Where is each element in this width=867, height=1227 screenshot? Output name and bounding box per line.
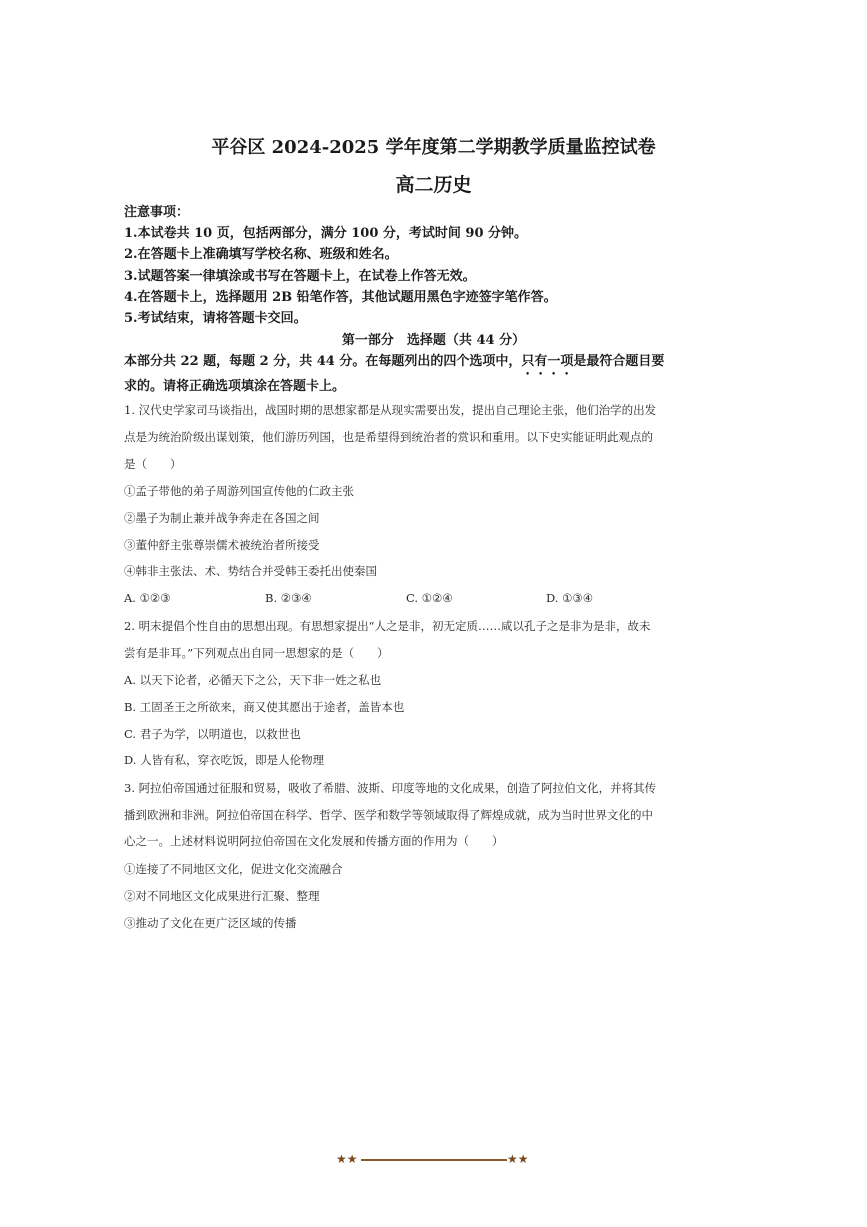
q3-stem: 播到欧洲和非洲。阿拉伯帝国在科学、哲学、医学和数学等领域取得了辉煌成就，成为当时世界文化的中 xyxy=(124,808,653,822)
part-intro-cont: 求的。请将正确选项填涂在答题卡上。 xyxy=(124,379,346,394)
q3-statement: ①连接了不同地区文化，促进文化交流融合 xyxy=(124,862,343,876)
footer-divider xyxy=(361,1159,507,1161)
notice-heading: 注意事项： xyxy=(124,205,190,220)
q1-statement: ②墨子为制止兼并战争奔走在各国之间 xyxy=(124,511,320,525)
q2-option-a: A. 以天下论者，必循天下之公，天下非一姓之私也 xyxy=(124,673,382,687)
q1-option-d: D. ①③④ xyxy=(546,591,594,605)
subject-title: 高二历史 xyxy=(395,174,472,196)
star-icon: ★★ xyxy=(336,1152,358,1166)
q1-stem: 点是为统治阶级出谋划策，他们游历列国，也是希望得到统治者的赏识和重用。以下史实能证明此观点的 xyxy=(124,430,653,444)
q1-stem: 是（ ） xyxy=(124,457,182,471)
q1-option-b: B. ②③④ xyxy=(265,591,312,605)
q3-statement: ②对不同地区文化成果进行汇聚、整理 xyxy=(124,889,320,903)
q3-stem: 心之一。上述材料说明阿拉伯帝国在文化发展和传播方面的作用为（ ） xyxy=(124,834,504,848)
q2-option-c: C. 君子为学，以明道也，以救世也 xyxy=(124,727,301,741)
notice-item: 5.考试结束，请将答题卡交回。 xyxy=(124,311,307,326)
q3-statement: ③推动了文化在更广泛区域的传播 xyxy=(124,916,297,930)
q2-stem: 2. 明末提倡个性自由的思想出现。有思想家提出“人之是非，初无定质……咸以孔子之是非为是非，故未 xyxy=(124,619,651,633)
notice-item: 1.本试卷共 10 页，包括两部分，满分 100 分，考试时间 90 分钟。 xyxy=(124,226,528,241)
q1-statement: ①孟子带他的弟子周游列国宣传他的仁政主张 xyxy=(124,484,354,498)
q2-option-b: B. 工固圣王之所欲来，商又使其愿出于途者，盖皆本也 xyxy=(124,700,405,714)
exam-title: 平谷区 2024-2025 学年度第二学期教学质量监控试卷 xyxy=(211,137,656,158)
q2-stem: 尝有是非耳。”下列观点出自同一思想家的是（ ） xyxy=(124,646,389,660)
page-footer-ornament xyxy=(0,1152,867,1168)
q1-statement: ④韩非主张法、术、势结合并受韩王委托出使秦国 xyxy=(124,564,377,578)
part-intro-a: 本部分共 22 题，每题 2 分，共 44 分。在每题列出的四个选项中， xyxy=(124,354,522,369)
q1-option-a: A. ①②③ xyxy=(124,591,171,605)
notice-item: 2.在答题卡上准确填写学校名称、班级和姓名。 xyxy=(124,247,398,262)
part-intro-emphasis: 只有一项 xyxy=(521,354,574,369)
part-intro xyxy=(124,350,664,378)
q1-statement: ③董仲舒主张尊崇儒术被统治者所接受 xyxy=(124,538,320,552)
part-title: 第一部分 选择题（共 44 分） xyxy=(341,333,526,348)
part-intro-b: 是最符合题目要 xyxy=(573,354,665,369)
notice-item: 3.试题答案一律填涂或书写在答题卡上，在试卷上作答无效。 xyxy=(124,269,476,284)
star-icon: ★★ xyxy=(507,1152,529,1166)
q2-option-d: D. 人皆有私，穿衣吃饭，即是人伦物理 xyxy=(124,753,325,767)
q1-stem: 1. 汉代史学家司马谈指出，战国时期的思想家都是从现实需要出发，提出自己理论主张，他们治学的出发 xyxy=(124,403,657,417)
q3-stem: 3. 阿拉伯帝国通过征服和贸易，吸收了希腊、波斯、印度等地的文化成果，创造了阿拉伯文化，并将其传 xyxy=(124,781,657,795)
q1-option-c: C. ①②④ xyxy=(406,591,453,605)
notice-item: 4.在答题卡上，选择题用 2B 铅笔作答，其他试题用黑色字迹签字笔作答。 xyxy=(124,290,557,305)
